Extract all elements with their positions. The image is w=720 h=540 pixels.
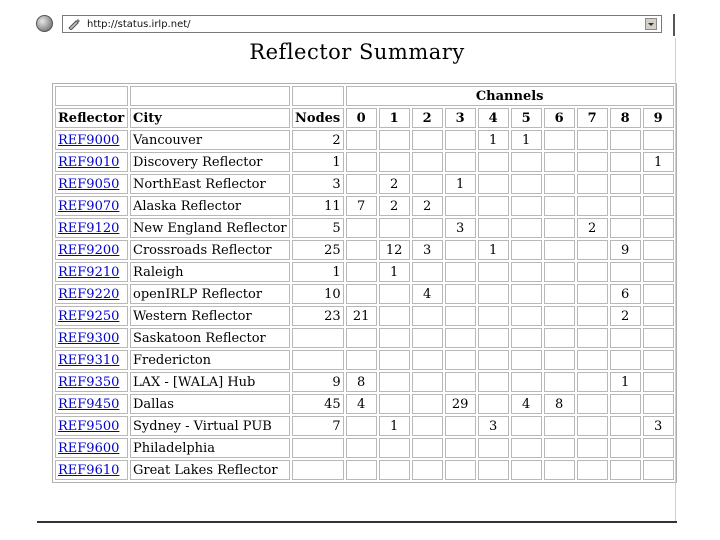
table-row	[55, 416, 674, 436]
nodes-cell: 7	[292, 416, 344, 436]
channel-cell-9	[643, 130, 674, 150]
channel-cell-7	[577, 174, 608, 194]
channel-cell-3	[445, 130, 476, 150]
reflector-link[interactable]: REF9300	[58, 330, 120, 346]
channel-cell-9	[643, 306, 674, 326]
channel-cell-4: 1	[478, 240, 509, 260]
channel-cell-5	[511, 372, 542, 392]
channel-cell-6	[544, 130, 575, 150]
channel-cell-7	[577, 328, 608, 348]
table-row	[55, 284, 674, 304]
channel-cell-2	[412, 394, 443, 414]
channel-cell-6: 8	[544, 394, 575, 414]
channel-cell-2	[412, 174, 443, 194]
channel-cell-8	[610, 262, 641, 282]
nodes-cell: 5	[292, 218, 344, 238]
channel-cell-8	[610, 152, 641, 172]
channel-cell-6	[544, 460, 575, 480]
city-cell: Discovery Reflector	[130, 152, 290, 172]
channel-cell-7: 2	[577, 218, 608, 238]
channel-cell-5	[511, 284, 542, 304]
nodes-cell	[292, 438, 344, 458]
channel-cell-5	[511, 218, 542, 238]
url-text: http://status.irlp.net/	[87, 18, 191, 30]
table-row	[55, 394, 674, 414]
channel-cell-5	[511, 328, 542, 348]
table-row	[55, 438, 674, 458]
channel-cell-5: 4	[511, 394, 542, 414]
channel-cell-7	[577, 416, 608, 436]
reflector-cell	[55, 438, 128, 458]
city-cell: Western Reflector	[130, 306, 290, 326]
reflector-cell	[55, 174, 128, 194]
channel-header-7: 7	[577, 108, 608, 128]
empty-header-cell	[292, 86, 344, 106]
channel-cell-2	[412, 438, 443, 458]
channel-cell-7	[577, 438, 608, 458]
channel-cell-0	[346, 438, 377, 458]
nodes-cell: 10	[292, 284, 344, 304]
reflector-cell	[55, 130, 128, 150]
address-bar[interactable]	[62, 15, 662, 33]
channel-cell-2	[412, 350, 443, 370]
reflector-cell	[55, 350, 128, 370]
page-icon	[67, 18, 81, 30]
channel-cell-7	[577, 152, 608, 172]
channel-cell-6	[544, 152, 575, 172]
nodes-cell: 3	[292, 174, 344, 194]
channel-cell-7	[577, 196, 608, 216]
channel-cell-8	[610, 328, 641, 348]
channel-cell-2: 3	[412, 240, 443, 260]
reflector-header: Reflector	[55, 108, 128, 128]
channel-cell-6	[544, 218, 575, 238]
channel-cell-9	[643, 328, 674, 348]
channel-cell-4	[478, 438, 509, 458]
reflector-link[interactable]: REF9500	[58, 418, 120, 434]
reflector-link[interactable]: REF9000	[58, 132, 120, 148]
channel-cell-8	[610, 438, 641, 458]
reflector-cell	[55, 328, 128, 348]
channel-cell-6	[544, 306, 575, 326]
channel-cell-5	[511, 416, 542, 436]
channel-cell-0	[346, 460, 377, 480]
table-row	[55, 174, 674, 194]
channel-cell-1	[379, 130, 410, 150]
channel-cell-6	[544, 240, 575, 260]
channel-cell-3	[445, 350, 476, 370]
channel-cell-4	[478, 328, 509, 348]
channel-cell-0	[346, 262, 377, 282]
channel-cell-1	[379, 218, 410, 238]
channel-cell-2	[412, 372, 443, 392]
reflector-cell	[55, 284, 128, 304]
channel-cell-1	[379, 372, 410, 392]
channel-cell-1	[379, 306, 410, 326]
channel-cell-8: 9	[610, 240, 641, 260]
nodes-header: Nodes	[292, 108, 344, 128]
city-cell: Saskatoon Reflector	[130, 328, 290, 348]
city-cell: Sydney - Virtual PUB	[130, 416, 290, 436]
channel-header-4: 4	[478, 108, 509, 128]
channel-cell-8	[610, 416, 641, 436]
channel-cell-0	[346, 174, 377, 194]
channel-cell-5	[511, 196, 542, 216]
channel-cell-1	[379, 328, 410, 348]
channel-cell-2	[412, 152, 443, 172]
channel-cell-4	[478, 262, 509, 282]
channel-cell-5	[511, 174, 542, 194]
channel-cell-1	[379, 350, 410, 370]
channel-cell-4	[478, 460, 509, 480]
channel-cell-9	[643, 372, 674, 392]
channel-cell-1	[379, 284, 410, 304]
channel-cell-3	[445, 372, 476, 392]
channel-cell-9	[643, 218, 674, 238]
browser-toolbar	[0, 0, 720, 38]
channel-cell-9	[643, 174, 674, 194]
nodes-cell: 45	[292, 394, 344, 414]
channel-cell-3	[445, 240, 476, 260]
reflector-link[interactable]: REF9350	[58, 374, 120, 390]
channel-cell-8	[610, 460, 641, 480]
channel-header-2: 2	[412, 108, 443, 128]
nodes-cell	[292, 328, 344, 348]
channel-cell-0	[346, 130, 377, 150]
channel-cell-5	[511, 240, 542, 260]
channel-cell-3	[445, 306, 476, 326]
city-cell: Alaska Reflector	[130, 196, 290, 216]
channel-cell-2: 4	[412, 284, 443, 304]
channel-cell-8: 6	[610, 284, 641, 304]
channel-cell-8	[610, 174, 641, 194]
page-content	[37, 38, 677, 522]
channel-cell-4	[478, 350, 509, 370]
reflector-cell	[55, 240, 128, 260]
reflector-cell	[55, 416, 128, 436]
reflector-table	[52, 83, 677, 483]
channel-cell-4	[478, 196, 509, 216]
table-row	[55, 130, 674, 150]
channel-cell-0	[346, 350, 377, 370]
channel-cell-3	[445, 196, 476, 216]
reflector-cell	[55, 394, 128, 414]
empty-header-cell	[130, 86, 290, 106]
channel-cell-1	[379, 152, 410, 172]
reflector-link[interactable]: REF9120	[58, 220, 120, 236]
globe-icon[interactable]	[36, 15, 53, 32]
nodes-cell: 1	[292, 262, 344, 282]
table-row	[55, 262, 674, 282]
channel-cell-5	[511, 306, 542, 326]
channel-cell-0: 21	[346, 306, 377, 326]
channel-cell-2	[412, 306, 443, 326]
channel-cell-7	[577, 460, 608, 480]
city-cell: New England Reflector	[130, 218, 290, 238]
channel-cell-9	[643, 262, 674, 282]
channel-cell-6	[544, 328, 575, 348]
table-row	[55, 196, 674, 216]
channel-cell-2	[412, 130, 443, 150]
nodes-cell	[292, 460, 344, 480]
channel-cell-1: 2	[379, 174, 410, 194]
reflector-link[interactable]: REF9310	[58, 352, 120, 368]
channel-cell-5	[511, 152, 542, 172]
city-cell: NorthEast Reflector	[130, 174, 290, 194]
channel-cell-4	[478, 152, 509, 172]
city-cell: Philadelphia	[130, 438, 290, 458]
channel-cell-3	[445, 460, 476, 480]
channel-cell-4	[478, 174, 509, 194]
table-row	[55, 306, 674, 326]
table-row	[55, 328, 674, 348]
channel-cell-3	[445, 262, 476, 282]
channel-cell-4	[478, 306, 509, 326]
table-row	[55, 372, 674, 392]
reflector-link[interactable]: REF9600	[58, 440, 120, 456]
channel-cell-0	[346, 328, 377, 348]
content-right-edge	[675, 38, 676, 522]
channel-cell-7	[577, 284, 608, 304]
table-row	[55, 240, 674, 260]
channels-header: Channels	[346, 86, 674, 106]
channel-cell-2	[412, 328, 443, 348]
channel-cell-3	[445, 328, 476, 348]
channel-cell-4	[478, 284, 509, 304]
table-row	[55, 218, 674, 238]
channel-cell-3	[445, 284, 476, 304]
channel-cell-3: 29	[445, 394, 476, 414]
channel-cell-1	[379, 394, 410, 414]
reflector-link[interactable]: REF9450	[58, 396, 120, 412]
city-cell: Vancouver	[130, 130, 290, 150]
channel-cell-9	[643, 284, 674, 304]
channel-header-9: 9	[643, 108, 674, 128]
channel-cell-0	[346, 218, 377, 238]
channel-cell-6	[544, 416, 575, 436]
nodes-cell: 23	[292, 306, 344, 326]
channel-header-1: 1	[379, 108, 410, 128]
channel-cell-0	[346, 240, 377, 260]
channel-cell-8	[610, 130, 641, 150]
channel-cell-3: 1	[445, 174, 476, 194]
channel-cell-3	[445, 416, 476, 436]
reflector-cell	[55, 372, 128, 392]
city-cell: Crossroads Reflector	[130, 240, 290, 260]
channel-header-3: 3	[445, 108, 476, 128]
reflector-link[interactable]: REF9050	[58, 176, 120, 192]
channel-cell-8	[610, 218, 641, 238]
channel-cell-2	[412, 262, 443, 282]
channel-cell-7	[577, 130, 608, 150]
channel-cell-9	[643, 196, 674, 216]
channel-cell-6	[544, 284, 575, 304]
channel-cell-4	[478, 394, 509, 414]
channel-cell-4	[478, 372, 509, 392]
channel-cell-6	[544, 174, 575, 194]
channel-cell-8: 2	[610, 306, 641, 326]
channel-cell-9: 3	[643, 416, 674, 436]
channel-cell-3	[445, 438, 476, 458]
channel-cell-3	[445, 152, 476, 172]
channel-cell-4: 1	[478, 130, 509, 150]
channel-cell-7	[577, 306, 608, 326]
channel-cell-5	[511, 460, 542, 480]
channel-cell-9	[643, 394, 674, 414]
nodes-cell: 25	[292, 240, 344, 260]
table-row	[55, 350, 674, 370]
channel-cell-9	[643, 240, 674, 260]
channel-cell-2: 2	[412, 196, 443, 216]
channel-cell-5	[511, 438, 542, 458]
reflector-cell	[55, 218, 128, 238]
city-cell: LAX - [WALA] Hub	[130, 372, 290, 392]
channel-cell-2	[412, 416, 443, 436]
channel-cell-5	[511, 350, 542, 370]
table-row	[55, 152, 674, 172]
channel-cell-2	[412, 460, 443, 480]
channel-header-6: 6	[544, 108, 575, 128]
empty-header-cell	[55, 86, 128, 106]
channel-cell-7	[577, 372, 608, 392]
column-header-row	[55, 108, 674, 128]
channel-cell-0: 4	[346, 394, 377, 414]
reflector-link[interactable]: REF9200	[58, 242, 120, 258]
nodes-cell: 1	[292, 152, 344, 172]
nodes-cell: 2	[292, 130, 344, 150]
city-cell: Raleigh	[130, 262, 290, 282]
channel-cell-8	[610, 350, 641, 370]
page-title: Reflector Summary	[249, 40, 465, 64]
channel-cell-5: 1	[511, 130, 542, 150]
reflector-link[interactable]: REF9220	[58, 286, 120, 302]
channel-cell-2	[412, 218, 443, 238]
reflector-link[interactable]: REF9210	[58, 264, 120, 280]
reflector-link[interactable]: REF9070	[58, 198, 120, 214]
reflector-cell	[55, 152, 128, 172]
channel-cell-7	[577, 240, 608, 260]
channel-cell-3: 3	[445, 218, 476, 238]
channel-cell-6	[544, 262, 575, 282]
content-bottom-edge	[37, 521, 677, 523]
channel-cell-1: 1	[379, 262, 410, 282]
nodes-cell: 11	[292, 196, 344, 216]
channel-cell-8	[610, 394, 641, 414]
city-cell: Great Lakes Reflector	[130, 460, 290, 480]
channel-cell-9	[643, 460, 674, 480]
reflector-link[interactable]: REF9610	[58, 462, 120, 478]
channel-cell-0	[346, 416, 377, 436]
city-cell: openIRLP Reflector	[130, 284, 290, 304]
channel-cell-6	[544, 350, 575, 370]
channel-cell-7	[577, 350, 608, 370]
channel-cell-0: 7	[346, 196, 377, 216]
channel-header-0: 0	[346, 108, 377, 128]
city-header: City	[130, 108, 290, 128]
channel-cell-0: 8	[346, 372, 377, 392]
nodes-cell: 9	[292, 372, 344, 392]
channel-cell-7	[577, 262, 608, 282]
channel-cell-0	[346, 152, 377, 172]
channel-cell-9: 1	[643, 152, 674, 172]
channel-cell-6	[544, 438, 575, 458]
reflector-link[interactable]: REF9010	[58, 154, 120, 170]
dropdown-icon[interactable]	[645, 18, 657, 30]
channels-header-row	[55, 86, 674, 106]
channel-cell-5	[511, 262, 542, 282]
channel-cell-1: 12	[379, 240, 410, 260]
city-cell: Fredericton	[130, 350, 290, 370]
channel-cell-0	[346, 284, 377, 304]
channel-cell-1	[379, 460, 410, 480]
channel-cell-9	[643, 350, 674, 370]
channel-header-8: 8	[610, 108, 641, 128]
channel-cell-4: 3	[478, 416, 509, 436]
channel-cell-6	[544, 372, 575, 392]
channel-cell-8: 1	[610, 372, 641, 392]
channel-cell-6	[544, 196, 575, 216]
nodes-cell	[292, 350, 344, 370]
channel-cell-1: 2	[379, 196, 410, 216]
channel-header-5: 5	[511, 108, 542, 128]
channel-cell-9	[643, 438, 674, 458]
reflector-cell	[55, 262, 128, 282]
reflector-link[interactable]: REF9250	[58, 308, 120, 324]
channel-cell-1: 1	[379, 416, 410, 436]
reflector-cell	[55, 196, 128, 216]
channel-cell-8	[610, 196, 641, 216]
channel-cell-4	[478, 218, 509, 238]
reflector-cell	[55, 306, 128, 326]
table-row	[55, 460, 674, 480]
city-cell: Dallas	[130, 394, 290, 414]
reflector-cell	[55, 460, 128, 480]
channel-cell-7	[577, 394, 608, 414]
channel-cell-1	[379, 438, 410, 458]
window-edge	[673, 14, 675, 36]
